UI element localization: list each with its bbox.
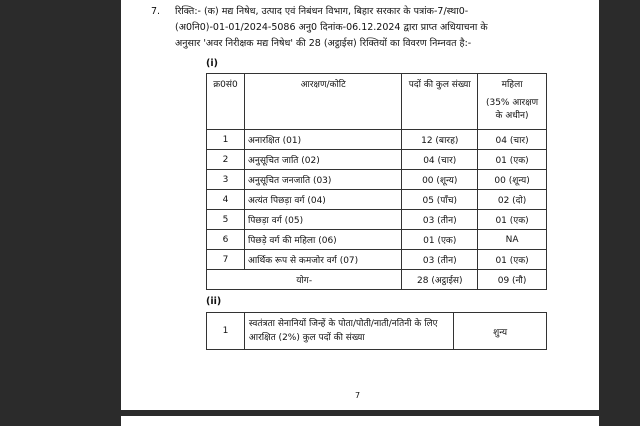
total-label: योग-: [207, 270, 402, 290]
page-number: 7: [355, 391, 361, 400]
header-women-sub: (35% आरक्षण के अधीन): [485, 98, 539, 121]
table-row: [207, 210, 547, 230]
cell-women: 01 (एक): [478, 150, 547, 170]
cell-category: पिछड़ा वर्ग (05): [244, 210, 401, 230]
table-total-row: [207, 270, 547, 290]
freedom-fighter-table: [206, 312, 547, 350]
total-women: 09 (नौ): [478, 270, 547, 290]
cell-description: स्वतंत्रता सेनानियों जिन्हें के पोता/पोती/नाती/नतिनी के लिए आरक्षित (2%) कुल पदों की संख्या: [244, 313, 453, 350]
section-label-ii: (ii): [206, 296, 222, 307]
paragraph-line: अनुसार 'अवर निरीक्षक मद्य निषेध' की 28 (अट्ठाईस) रिक्तियों का विवरण निम्नवत है:-: [175, 38, 472, 49]
cell-women: 01 (एक): [478, 250, 547, 270]
table-row: [207, 190, 547, 210]
table-row: [207, 150, 547, 170]
paragraph-line: (अ0नि0)-01-01/2024-5086 अनु0 दिनांक-06.12.2024 द्वारा प्राप्त अधियाचना के: [175, 22, 488, 33]
section-label-i: (i): [206, 58, 218, 69]
cell-women: 00 (शून्य): [478, 170, 547, 190]
paragraph-line: रिक्ति:- (क) मद्य निषेध, उत्पाद एवं निबंधन विभाग, बिहार सरकार के पत्रांक-7/स्था0-: [175, 6, 469, 17]
cell-women: 02 (दो): [478, 190, 547, 210]
cell-category: पिछड़े वर्ग की महिला (06): [244, 230, 401, 250]
cell-category: अत्यंत पिछड़ा वर्ग (04): [244, 190, 401, 210]
cell-total: 03 (तीन): [402, 250, 478, 270]
cell-sn: 4: [207, 190, 245, 210]
cell-sn: 2: [207, 150, 245, 170]
cell-category: अनारक्षित (01): [244, 130, 401, 150]
header-category: आरक्षण/कोटि: [244, 74, 401, 130]
cell-sn: 3: [207, 170, 245, 190]
total-posts: 28 (अट्ठाईस): [402, 270, 478, 290]
cell-women: 01 (एक): [478, 210, 547, 230]
header-women-title: महिला: [501, 80, 523, 90]
cell-total: 12 (बारह): [402, 130, 478, 150]
cell-category: आर्थिक रूप से कमजोर वर्ग (07): [244, 250, 401, 270]
table-row: [207, 313, 547, 350]
cell-total: 03 (तीन): [402, 210, 478, 230]
cell-sn: 1: [207, 130, 245, 150]
table-row: [207, 170, 547, 190]
vacancy-table: [206, 73, 547, 290]
cell-sn: 6: [207, 230, 245, 250]
cell-total: 00 (शून्य): [402, 170, 478, 190]
header-total: पदों की कुल संख्या: [402, 74, 478, 130]
cell-category: अनुसूचित जनजाति (03): [244, 170, 401, 190]
next-page: [121, 416, 599, 426]
table-header-row: [207, 74, 547, 130]
cell-sn: 1: [207, 313, 245, 350]
table-row: [207, 130, 547, 150]
cell-category: अनुसूचित जाति (02): [244, 150, 401, 170]
cell-sn: 7: [207, 250, 245, 270]
cell-total: 01 (एक): [402, 230, 478, 250]
cell-total: 04 (चार): [402, 150, 478, 170]
cell-value: शुन्य: [454, 313, 547, 350]
paragraph-number: 7.: [151, 6, 161, 17]
table-row: [207, 230, 547, 250]
cell-sn: 5: [207, 210, 245, 230]
table-row: [207, 250, 547, 270]
vacancy-paragraph: [151, 4, 555, 52]
cell-women: 04 (चार): [478, 130, 547, 150]
cell-women: NA: [478, 230, 547, 250]
header-serial: क्र0सं0: [207, 74, 245, 130]
header-women: [478, 74, 547, 130]
cell-total: 05 (पाँच): [402, 190, 478, 210]
